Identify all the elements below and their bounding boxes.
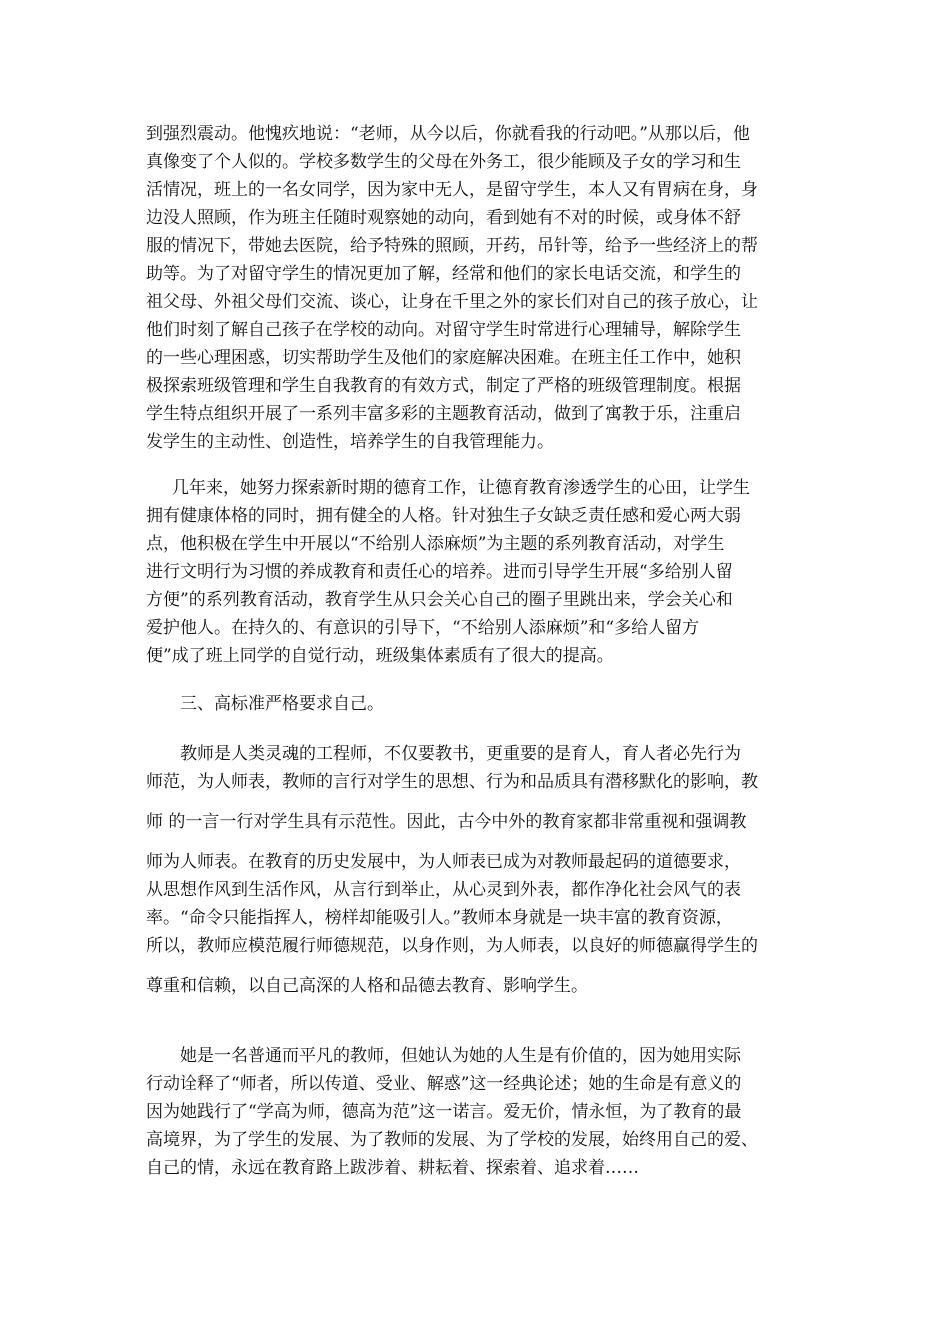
paragraph-4-line: 她是一名普通而平凡的教师，但她认为她的人生是有价值的，因为她用实际: [180, 1046, 741, 1066]
paragraph-3-line: 所以，教师应模范履行师德规范，以身作则，为人师表，以良好的师德赢得学生的: [146, 936, 758, 956]
paragraph-1-line: 真像变了个人似的。学校多数学生的父母在外务工，很少能顾及子女的学习和生: [146, 152, 741, 172]
paragraph-2-line: 拥有健康体格的同时，拥有健全的人格。针对独生子女缺乏责任感和爱心两大弱: [146, 506, 741, 526]
paragraph-1-line: 极探索班级管理和学生自我教育的有效方式，制定了严格的班级管理制度。根据: [146, 376, 741, 396]
paragraph-2-line: 几年来，她努力探索新时期的德育工作，让德育教育渗透学生的心田，让学生: [172, 478, 750, 498]
paragraph-1-line: 他们时刻了解自己孩子在学校的动向。对留守学生时常进行心理辅导，解除学生: [146, 320, 741, 340]
paragraph-4-line: 自己的情，永远在教育路上跋涉着、耕耘着、探索着、追求着……: [146, 1158, 639, 1178]
paragraph-1-line: 学生特点组织开展了一系列丰富多彩的主题教育活动，做到了寓教于乐，注重启: [146, 404, 741, 424]
paragraph-2-line: 便”成了班上同学的自觉行动，班级集体素质有了很大的提高。: [146, 646, 614, 666]
paragraph-4-line: 高境界，为了学生的发展、为了教师的发展、为了学校的发展，始终用自己的爱、: [146, 1130, 758, 1150]
paragraph-2-line: 爱护他人。在持久的、有意识的引导下，“不给别人添麻烦”和“多给人留方: [146, 618, 700, 638]
paragraph-4-line: 行动诠释了“师者，所以传道、受业、解惑”这一经典论述；她的生命是有意义的: [146, 1074, 742, 1094]
paragraph-2-line: 方便”的系列教育活动，教育学生从只会关心自己的圈子里跳出来，学会关心和: [146, 590, 733, 610]
paragraph-2-line: 进行文明行为习惯的养成教育和责任心的培养。进而引导学生开展“多给别人留: [146, 562, 733, 582]
paragraph-3-line: 师为人师表。在教育的历史发展中，为人师表已成为对教师最起码的道德要求，: [146, 852, 741, 872]
paragraph-1-line: 活情况，班上的一名女同学，因为家中无人，是留守学生，本人又有胃病在身，身: [146, 180, 758, 200]
section-heading-3: 三、高标准严格要求自己。: [180, 694, 384, 714]
paragraph-3-line: 率。“命令只能指挥人，榜样却能吸引人。”教师本身就是一块丰富的教育资源，: [146, 908, 733, 928]
paragraph-4-line: 因为她践行了“学高为师，德高为范”这一诺言。爱无价，情永恒，为了教育的最: [146, 1102, 742, 1122]
paragraph-3-line: 教师是人类灵魂的工程师，不仅要教书，更重要的是育人，育人者必先行为: [180, 744, 741, 764]
paragraph-3-line: 尊重和信赖，以自己高深的人格和品德去教育、影响学生。: [146, 976, 588, 996]
paragraph-1-line: 发学生的主动性、创造性，培养学生的自我管理能力。: [146, 432, 554, 452]
paragraph-3-line: 师范，为人师表，教师的言行对学生的思想、行为和品质具有潜移默化的影响，教: [146, 772, 758, 792]
paragraph-1-line: 到强烈震动。他愧疚地说：“老师，从今以后，你就看我的行动吧。”从那以后，他: [146, 124, 750, 144]
paragraph-1-line: 边没人照顾，作为班主任随时观察她的动向，看到她有不对的时候，或身体不舒: [146, 208, 741, 228]
paragraph-3-line: 从思想作风到生活作风，从言行到举止，从心灵到外表，都作净化社会风气的表: [146, 880, 741, 900]
paragraph-1-line: 的一些心理困惑，切实帮助学生及他们的家庭解决困难。在班主任工作中，她积: [146, 348, 741, 368]
paragraph-3-line: 师 的一言一行对学生具有示范性。因此，古今中外的教育家都非常重视和强调教: [146, 812, 747, 832]
paragraph-1-line: 助等。为了对留守学生的情况更加了解，经常和他们的家长电话交流，和学生的: [146, 264, 741, 284]
paragraph-2-line: 点，他积极在学生中开展以“不给别人添麻烦”为主题的系列教育活动，对学生: [146, 534, 725, 554]
paragraph-1-line: 服的情况下，带她去医院，给予特殊的照顾，开药，吊针等，给予一些经济上的帮: [146, 236, 758, 256]
paragraph-1-line: 祖父母、外祖父母们交流、谈心，让身在千里之外的家长们对自己的孩子放心，让: [146, 292, 758, 312]
